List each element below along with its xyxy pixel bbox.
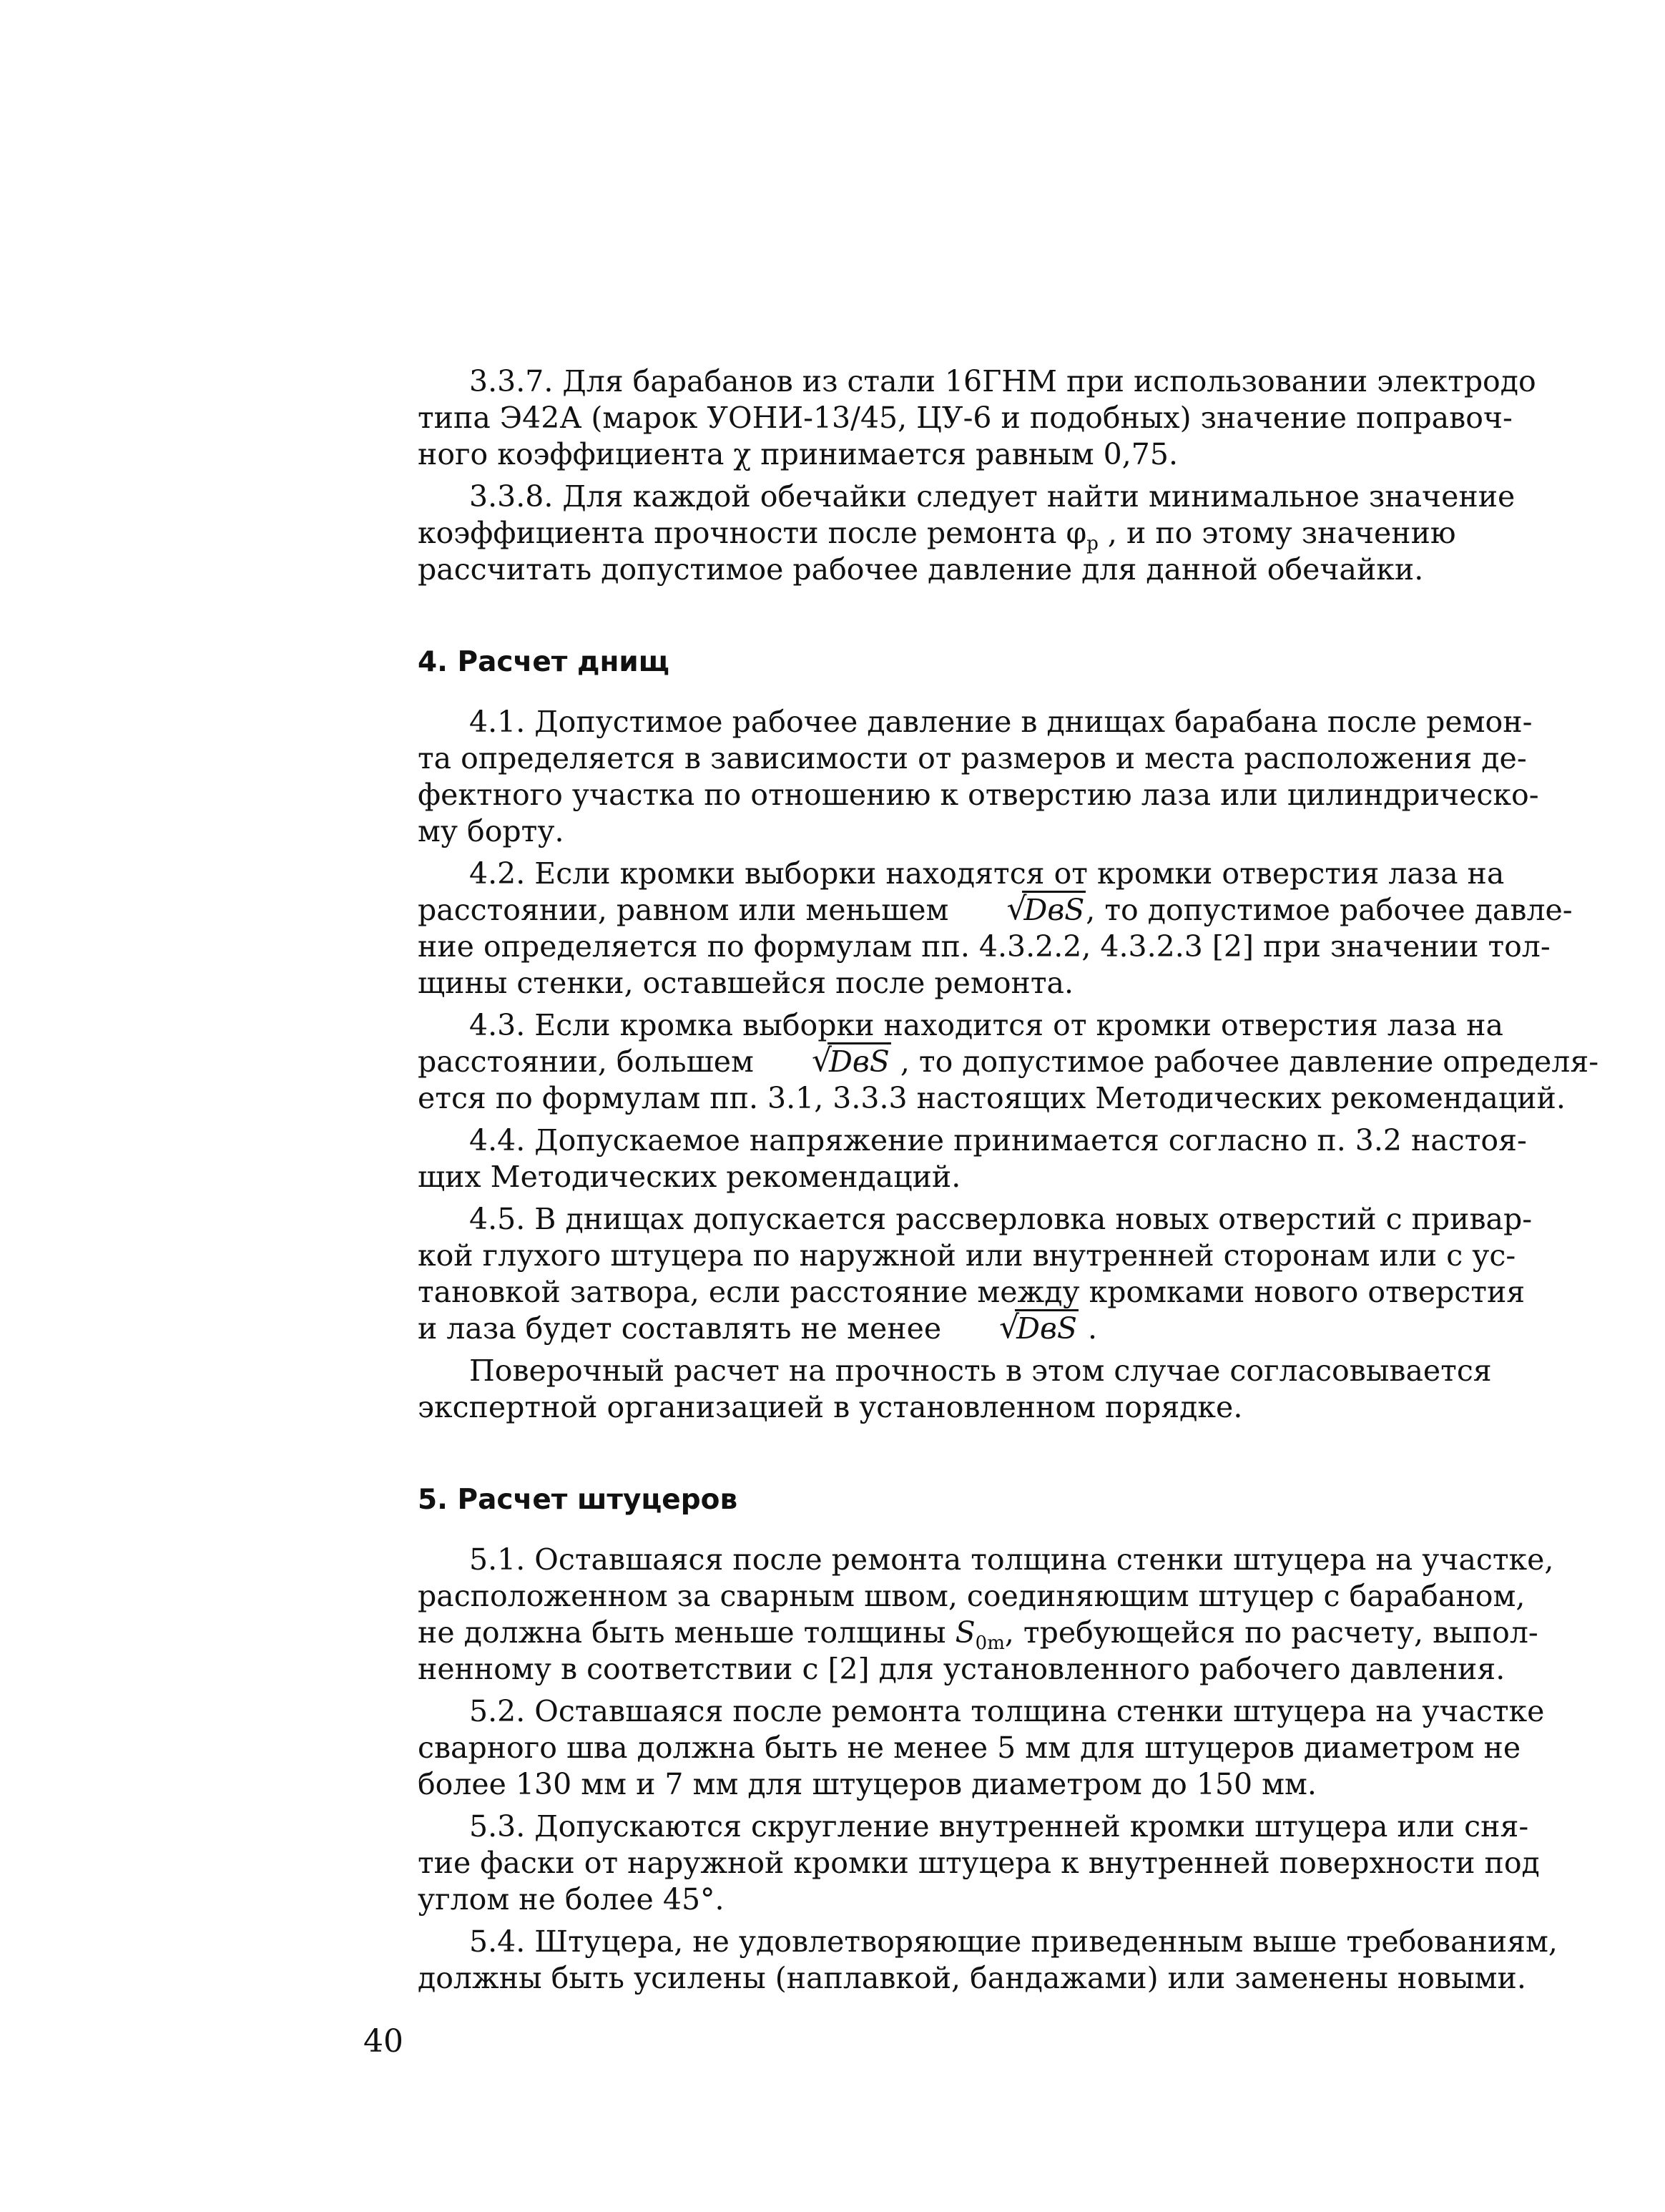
text-line: ного коэффициента χ принимается равным 0,75. <box>418 437 1178 471</box>
text-line: Если кромки выборки находятся от кромки отверстия лаза на <box>534 856 1505 891</box>
item-number: 5.2. <box>469 1694 526 1728</box>
item-number: 4.2. <box>469 856 526 891</box>
page-body <box>366 363 1599 1995</box>
item-number: 3.3.7. <box>469 364 554 398</box>
item-number: 4.3. <box>469 1008 526 1042</box>
text-line: расстоянии, равном или меньшем <box>418 893 949 927</box>
text-line-tail: . <box>1088 1311 1098 1346</box>
text-line: фектного участка по отношению к отверстию лаза или цилиндрическо- <box>418 778 1539 812</box>
item-number: 3.3.8. <box>469 479 554 514</box>
text-line: Допустимое рабочее давление в днищах барабана после ремон- <box>534 705 1533 739</box>
text-line: та определяется в зависимости от размеров и места расположения де- <box>418 741 1527 775</box>
paragraph-5-1 <box>366 1542 1554 1688</box>
paragraph-4-1 <box>366 704 1539 850</box>
text-line-tail: , требующейся по расчету, выпол- <box>1004 1615 1538 1650</box>
text-line: му борту. <box>418 814 564 848</box>
text-line: ние определяется по формулам пп. 4.3.2.2, 4.3.2.3 [2] при значении тол- <box>418 929 1551 964</box>
sqrt-formula: √ DвS <box>763 1044 891 1080</box>
sqrt-formula: √ DвS <box>958 892 1086 929</box>
text-line: углом не более 45°. <box>418 1882 725 1917</box>
text-line: не должна быть меньше толщины <box>418 1615 946 1650</box>
text-line: рассчитать допустимое рабочее давление для данной обечайки. <box>418 552 1424 587</box>
text-line: тановкой затвора, если расстояние между кромками нового отверстия <box>418 1275 1526 1309</box>
section-heading-5: 5. Расчет штуцеров <box>418 1484 738 1516</box>
text-line: и лаза будет составлять не менее <box>418 1311 942 1346</box>
s-subscript: 0m <box>975 1633 1005 1655</box>
text-line: щины стенки, оставшейся после ремонта. <box>418 966 1074 1000</box>
text-line: Оставшаяся после ремонта толщина стенки штуцера на участке <box>534 1694 1545 1728</box>
item-number: 5.1. <box>469 1542 526 1577</box>
text-line: Оставшаяся после ремонта толщина стенки штуцера на участке, <box>534 1542 1554 1577</box>
text-line: тие фаски от наружной кромки штуцера к внутренней поверхности под <box>418 1846 1540 1880</box>
section-heading-4: 4. Расчет днищ <box>418 646 669 678</box>
text-line: кой глухого штуцера по наружной или внутренней сторонам или с ус- <box>418 1238 1516 1273</box>
text-line: ненному в соответствии с [2] для установленного рабочего давления. <box>418 1652 1506 1686</box>
text-line: Допускаются скругление внутренней кромки штуцера или сня- <box>534 1809 1529 1844</box>
text-line: В днищах допускается рассверловка новых отверстий с привар- <box>534 1202 1533 1236</box>
text-line: Если кромка выборки находится от кромки отверстия лаза на <box>534 1008 1503 1042</box>
paragraph-4-4 <box>366 1122 1527 1195</box>
text-line: более 130 мм и 7 мм для штуцеров диаметром до 150 мм. <box>418 1767 1317 1801</box>
item-number: 5.4. <box>469 1924 526 1959</box>
text-line-tail: , то допустимое рабочее давле- <box>1086 893 1573 927</box>
item-number: 4.4. <box>469 1123 526 1158</box>
text-line: Поверочный расчет на прочность в этом случае согласовывается <box>469 1354 1492 1388</box>
phi-subscript: р <box>1086 533 1099 555</box>
paragraph-3-3-7 <box>366 363 1536 473</box>
s-symbol: S <box>955 1615 976 1650</box>
text-line: Допускаемое напряжение принимается согласно п. 3.2 настоя- <box>534 1123 1527 1158</box>
text-line: типа Э42А (марок УОНИ-13/45, ЦУ-6 и подобных) значение поправоч- <box>418 401 1513 435</box>
paragraph-5-2 <box>366 1693 1545 1803</box>
paragraph-3-3-8 <box>366 479 1516 588</box>
text-line-tail: , то допустимое рабочее давление определя- <box>900 1044 1599 1079</box>
paragraph-4-2 <box>366 856 1573 1002</box>
text-line: Штуцера, не удовлетворяющие приведенным выше требованиям, <box>534 1924 1558 1959</box>
sqrt-formula: √ DвS <box>951 1311 1079 1347</box>
paragraph-4-5 <box>366 1201 1533 1347</box>
text-line: Для каждой обечайки следует найти минимальное значение <box>562 479 1516 514</box>
paragraph-5-3 <box>366 1809 1540 1918</box>
page-number: 40 <box>363 2023 403 2060</box>
text-line: расположенном за сварным швом, соединяющим штуцер с барабаном, <box>418 1579 1526 1613</box>
item-number: 4.1. <box>469 705 526 739</box>
text-line: Для барабанов из стали 16ГНМ при использовании электродо <box>562 364 1536 398</box>
paragraph-4-3 <box>366 1007 1599 1117</box>
paragraph-4-5-note <box>366 1353 1502 1426</box>
text-line: экспертной организацией в установленном порядке. <box>418 1390 1243 1424</box>
text-line: расстоянии, большем <box>418 1044 754 1079</box>
paragraph-5-4 <box>366 1924 1558 1997</box>
item-number: 5.3. <box>469 1809 526 1844</box>
text-line: щих Методических рекомендаций. <box>418 1160 961 1194</box>
text-line: должны быть усилены (наплавкой, бандажами) или заменены новыми. <box>418 1961 1526 1995</box>
text-line: сварного шва должна быть не менее 5 мм для штуцеров диаметром не <box>418 1731 1521 1765</box>
text-line-tail: , и по этому значению <box>1107 516 1456 550</box>
text-line: ется по формулам пп. 3.1, 3.3.3 настоящих Методических рекомендаций. <box>418 1081 1566 1115</box>
item-number: 4.5. <box>469 1202 526 1236</box>
text-line: коэффициента прочности после ремонта φ <box>418 516 1087 550</box>
